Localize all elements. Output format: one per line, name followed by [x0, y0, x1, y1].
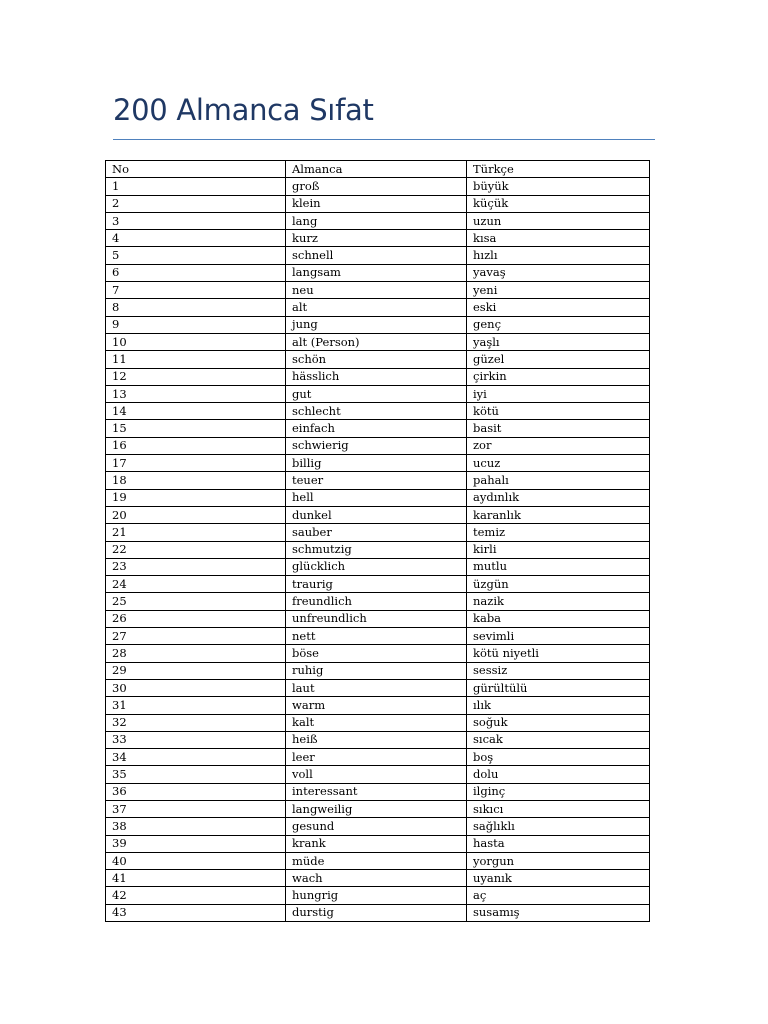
table-row [106, 783, 650, 800]
cell-turkce: basit [467, 420, 650, 437]
cell-almanca: traurig [286, 576, 467, 593]
cell-no: 38 [106, 818, 286, 835]
cell-no: 20 [106, 506, 286, 523]
cell-no: 17 [106, 455, 286, 472]
cell-almanca: teuer [286, 472, 467, 489]
cell-almanca: warm [286, 697, 467, 714]
cell-turkce: aç [467, 887, 650, 904]
cell-turkce: uyanık [467, 870, 650, 887]
cell-no: 6 [106, 264, 286, 281]
cell-almanca: alt (Person) [286, 333, 467, 350]
cell-no: 11 [106, 351, 286, 368]
cell-almanca: müde [286, 852, 467, 869]
header-turkce: Türkçe [467, 161, 650, 178]
table-row [106, 800, 650, 817]
cell-almanca: schön [286, 351, 467, 368]
cell-almanca: freundlich [286, 593, 467, 610]
cell-no: 39 [106, 835, 286, 852]
cell-almanca: böse [286, 645, 467, 662]
cell-no: 35 [106, 766, 286, 783]
cell-almanca: glücklich [286, 558, 467, 575]
table-row [106, 385, 650, 402]
table-row [106, 368, 650, 385]
table-row [106, 524, 650, 541]
table-row [106, 541, 650, 558]
table-row [106, 455, 650, 472]
cell-no: 23 [106, 558, 286, 575]
cell-no: 22 [106, 541, 286, 558]
table-row [106, 662, 650, 679]
cell-almanca: sauber [286, 524, 467, 541]
cell-almanca: interessant [286, 783, 467, 800]
cell-almanca: neu [286, 282, 467, 299]
cell-almanca: unfreundlich [286, 610, 467, 627]
cell-turkce: nazik [467, 593, 650, 610]
document-title: 200 Almanca Sıfat [113, 93, 374, 127]
cell-turkce: dolu [467, 766, 650, 783]
table-row [106, 316, 650, 333]
cell-no: 5 [106, 247, 286, 264]
table-row [106, 437, 650, 454]
cell-almanca: schmutzig [286, 541, 467, 558]
cell-almanca: klein [286, 195, 467, 212]
cell-almanca: hell [286, 489, 467, 506]
cell-turkce: üzgün [467, 576, 650, 593]
table-row [106, 835, 650, 852]
cell-almanca: langweilig [286, 800, 467, 817]
cell-no: 36 [106, 783, 286, 800]
table-row [106, 645, 650, 662]
cell-no: 16 [106, 437, 286, 454]
cell-almanca: voll [286, 766, 467, 783]
header-almanca: Almanca [286, 161, 467, 178]
cell-almanca: schnell [286, 247, 467, 264]
cell-almanca: krank [286, 835, 467, 852]
cell-turkce: iyi [467, 385, 650, 402]
table-row [106, 351, 650, 368]
cell-no: 31 [106, 697, 286, 714]
cell-turkce: mutlu [467, 558, 650, 575]
adjective-table-body [106, 161, 650, 922]
cell-almanca: ruhig [286, 662, 467, 679]
cell-turkce: aydınlık [467, 489, 650, 506]
cell-no: 10 [106, 333, 286, 350]
table-row [106, 420, 650, 437]
cell-almanca: laut [286, 679, 467, 696]
cell-turkce: ucuz [467, 455, 650, 472]
table-row [106, 904, 650, 921]
cell-turkce: hasta [467, 835, 650, 852]
table-header-row [106, 161, 650, 178]
cell-no: 3 [106, 212, 286, 229]
cell-turkce: eski [467, 299, 650, 316]
cell-turkce: kirli [467, 541, 650, 558]
cell-turkce: sıkıcı [467, 800, 650, 817]
cell-no: 24 [106, 576, 286, 593]
title-underline [113, 139, 655, 140]
cell-no: 27 [106, 628, 286, 645]
cell-turkce: yeni [467, 282, 650, 299]
cell-turkce: ilginç [467, 783, 650, 800]
cell-turkce: kötü [467, 403, 650, 420]
cell-turkce: sıcak [467, 731, 650, 748]
cell-turkce: büyük [467, 178, 650, 195]
cell-almanca: lang [286, 212, 467, 229]
cell-almanca: dunkel [286, 506, 467, 523]
table-row [106, 178, 650, 195]
cell-no: 12 [106, 368, 286, 385]
cell-almanca: schlecht [286, 403, 467, 420]
cell-almanca: groß [286, 178, 467, 195]
table-row [106, 697, 650, 714]
table-row [106, 766, 650, 783]
cell-turkce: uzun [467, 212, 650, 229]
cell-no: 34 [106, 749, 286, 766]
cell-no: 18 [106, 472, 286, 489]
cell-no: 26 [106, 610, 286, 627]
table-row [106, 333, 650, 350]
cell-no: 21 [106, 524, 286, 541]
cell-no: 9 [106, 316, 286, 333]
cell-no: 42 [106, 887, 286, 904]
cell-no: 15 [106, 420, 286, 437]
cell-no: 33 [106, 731, 286, 748]
cell-almanca: alt [286, 299, 467, 316]
cell-no: 7 [106, 282, 286, 299]
cell-turkce: karanlık [467, 506, 650, 523]
table-row [106, 714, 650, 731]
table-row [106, 870, 650, 887]
cell-almanca: einfach [286, 420, 467, 437]
table-row [106, 282, 650, 299]
cell-almanca: schwierig [286, 437, 467, 454]
table-row [106, 610, 650, 627]
table-row [106, 247, 650, 264]
adjective-table [105, 160, 650, 922]
cell-turkce: yavaş [467, 264, 650, 281]
cell-almanca: kalt [286, 714, 467, 731]
cell-turkce: pahalı [467, 472, 650, 489]
cell-no: 14 [106, 403, 286, 420]
cell-turkce: sağlıklı [467, 818, 650, 835]
table-row [106, 818, 650, 835]
cell-turkce: ılık [467, 697, 650, 714]
cell-turkce: sevimli [467, 628, 650, 645]
cell-almanca: hässlich [286, 368, 467, 385]
table-row [106, 299, 650, 316]
cell-no: 37 [106, 800, 286, 817]
cell-no: 2 [106, 195, 286, 212]
cell-turkce: hızlı [467, 247, 650, 264]
table-row [106, 403, 650, 420]
cell-turkce: kısa [467, 230, 650, 247]
cell-no: 1 [106, 178, 286, 195]
cell-turkce: güzel [467, 351, 650, 368]
cell-turkce: genç [467, 316, 650, 333]
header-no: No [106, 161, 286, 178]
table-row [106, 749, 650, 766]
cell-almanca: nett [286, 628, 467, 645]
table-row [106, 558, 650, 575]
cell-no: 29 [106, 662, 286, 679]
table-row [106, 489, 650, 506]
cell-no: 25 [106, 593, 286, 610]
cell-turkce: yaşlı [467, 333, 650, 350]
table-row [106, 195, 650, 212]
cell-turkce: gürültülü [467, 679, 650, 696]
cell-almanca: heiß [286, 731, 467, 748]
cell-almanca: gut [286, 385, 467, 402]
cell-no: 19 [106, 489, 286, 506]
cell-turkce: soğuk [467, 714, 650, 731]
cell-almanca: kurz [286, 230, 467, 247]
cell-no: 41 [106, 870, 286, 887]
cell-turkce: susamış [467, 904, 650, 921]
table-row [106, 212, 650, 229]
cell-turkce: zor [467, 437, 650, 454]
cell-turkce: kötü niyetli [467, 645, 650, 662]
cell-almanca: jung [286, 316, 467, 333]
cell-turkce: küçük [467, 195, 650, 212]
table-row [106, 852, 650, 869]
table-row [106, 230, 650, 247]
cell-almanca: leer [286, 749, 467, 766]
cell-no: 13 [106, 385, 286, 402]
table-row [106, 472, 650, 489]
cell-no: 30 [106, 679, 286, 696]
table-row [106, 576, 650, 593]
table-row [106, 628, 650, 645]
table-row [106, 593, 650, 610]
cell-no: 4 [106, 230, 286, 247]
cell-almanca: wach [286, 870, 467, 887]
cell-turkce: yorgun [467, 852, 650, 869]
cell-no: 40 [106, 852, 286, 869]
table-row [106, 506, 650, 523]
cell-almanca: billig [286, 455, 467, 472]
cell-turkce: kaba [467, 610, 650, 627]
cell-turkce: temiz [467, 524, 650, 541]
cell-no: 8 [106, 299, 286, 316]
table-row [106, 731, 650, 748]
table-row [106, 679, 650, 696]
cell-no: 32 [106, 714, 286, 731]
cell-almanca: hungrig [286, 887, 467, 904]
cell-turkce: boş [467, 749, 650, 766]
table-row [106, 264, 650, 281]
table-row [106, 887, 650, 904]
cell-no: 43 [106, 904, 286, 921]
cell-turkce: sessiz [467, 662, 650, 679]
cell-no: 28 [106, 645, 286, 662]
cell-turkce: çirkin [467, 368, 650, 385]
cell-almanca: langsam [286, 264, 467, 281]
cell-almanca: gesund [286, 818, 467, 835]
cell-almanca: durstig [286, 904, 467, 921]
